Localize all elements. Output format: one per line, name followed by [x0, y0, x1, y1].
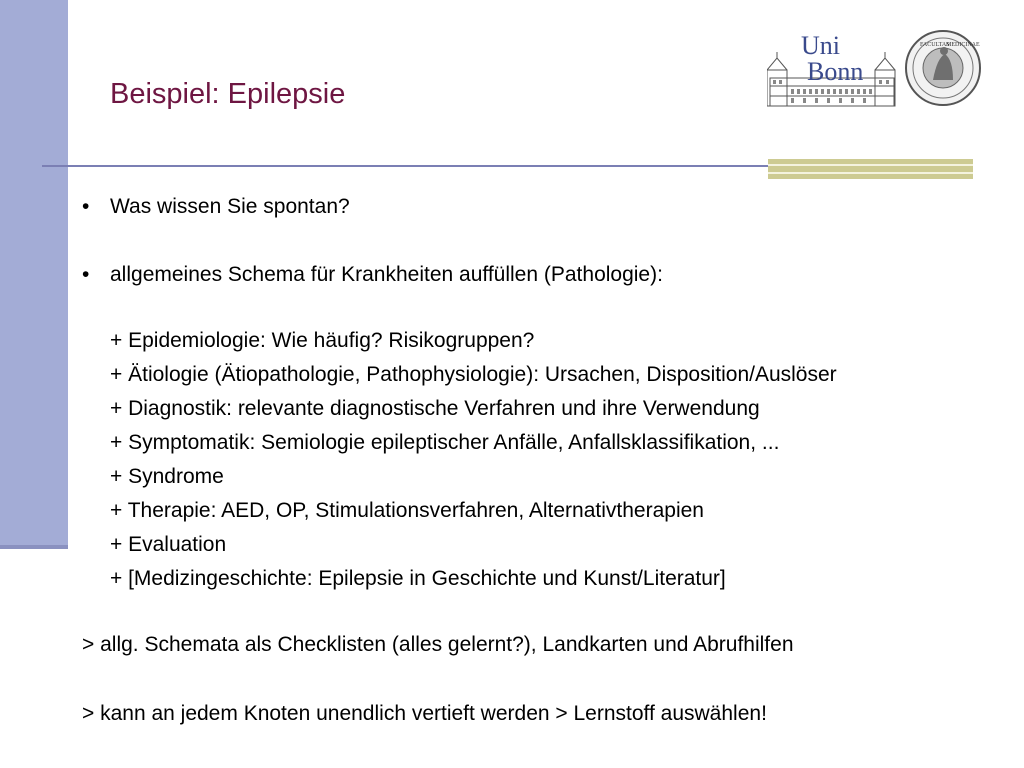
schema-item: + Evaluation — [110, 533, 227, 556]
bullet-dot: • — [82, 263, 90, 286]
schema-item: + Ätiologie (Ätiopathologie, Pathophysiologie): Ursachen, Disposition/Auslöser — [110, 363, 837, 386]
svg-text:Uni: Uni — [801, 31, 840, 60]
bullet-text: Was wissen Sie spontan? — [110, 195, 350, 218]
schema-item: + Diagnostik: relevante diagnostische Verfahren und ihre Verwendung — [110, 397, 760, 420]
bullet-dot: • — [82, 195, 90, 218]
slide-title: Beispiel: Epilepsie — [110, 78, 346, 110]
conclusion-line: > allg. Schemata als Checklisten (alles gelernt?), Landkarten und Abrufhilfen — [82, 633, 794, 656]
schema-item: + Syndrome — [110, 465, 224, 488]
conclusion-line: > kann an jedem Knoten unendlich vertieft werden > Lernstoff auswählen! — [82, 702, 767, 725]
schema-item: + Epidemiologie: Wie häufig? Risikogruppen? — [110, 329, 535, 352]
schema-item: + [Medizingeschichte: Epilepsie in Geschichte und Kunst/Literatur] — [110, 567, 726, 590]
bullet-text: allgemeines Schema für Krankheiten auffüllen (Pathologie): — [110, 263, 663, 286]
schema-item: + Therapie: AED, OP, Stimulationsverfahren, Alternativtherapien — [110, 499, 704, 522]
svg-text:Bonn: Bonn — [807, 57, 864, 86]
schema-item: + Symptomatik: Semiologie epileptischer Anfälle, Anfallsklassifikation, ... — [110, 431, 780, 454]
svg-text:MEDICINAE: MEDICINAE — [946, 42, 980, 48]
svg-text:FACULTAS: FACULTAS — [920, 42, 950, 48]
